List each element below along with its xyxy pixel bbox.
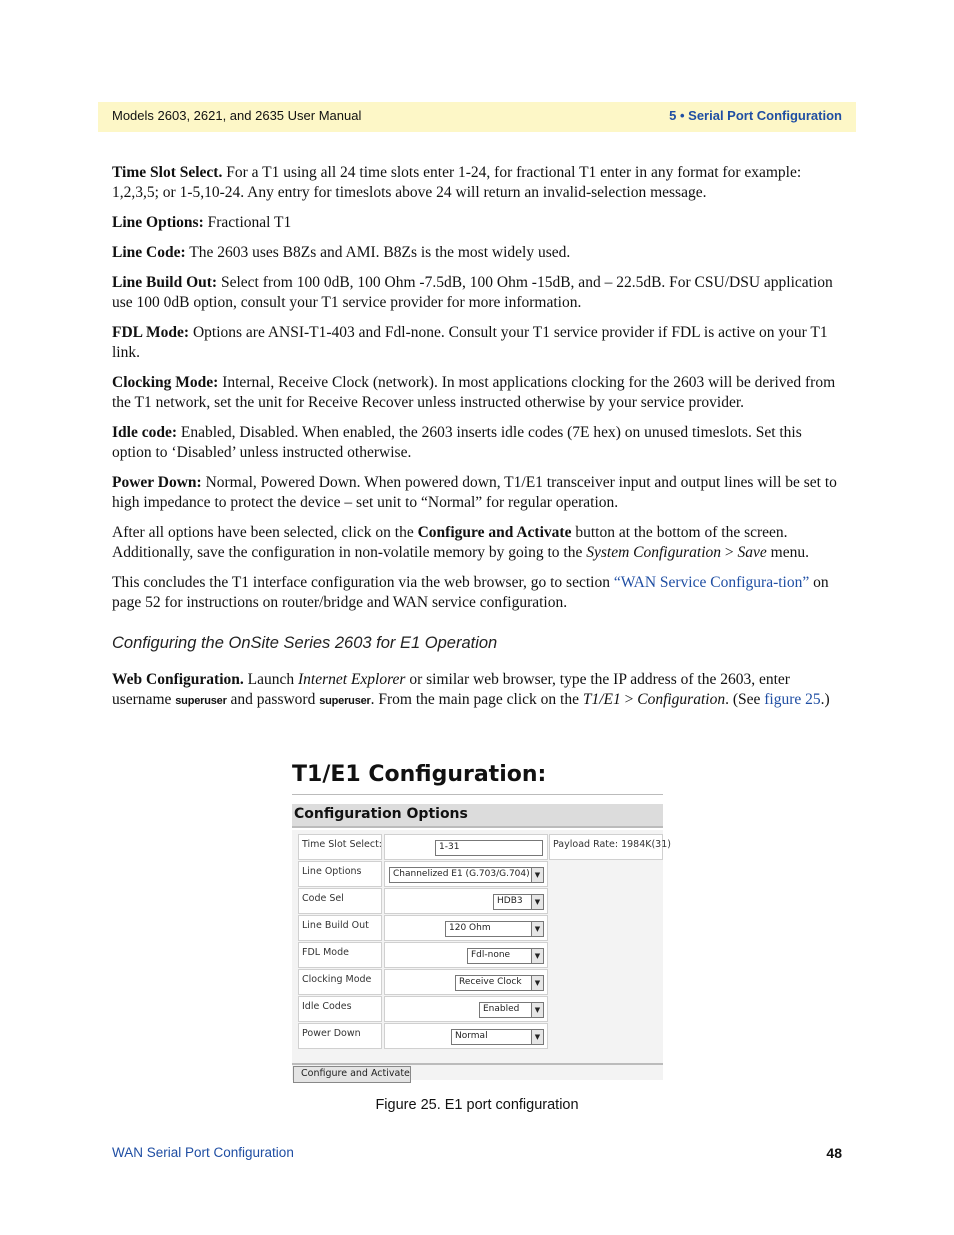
menu-path: Save	[737, 544, 767, 561]
chevron-down-icon: ▼	[531, 922, 543, 936]
row-time-slot	[298, 834, 671, 860]
clocking-mode-select[interactable]	[455, 975, 544, 991]
running-header	[98, 102, 856, 132]
text-run: .)	[820, 691, 830, 708]
select-value: Fdl-none	[471, 950, 511, 960]
select-value: Receive Clock	[459, 977, 522, 987]
para-line-code	[112, 243, 844, 263]
term-text: Fractional T1	[203, 214, 292, 231]
button-label: Configure and Activate	[301, 1068, 410, 1079]
row-idle-codes	[298, 996, 663, 1022]
page-number: 48	[826, 1145, 842, 1161]
power-down-select[interactable]	[451, 1029, 544, 1045]
chevron-down-icon: ▼	[531, 1030, 543, 1044]
row-label-cell	[298, 834, 382, 860]
para-power-down	[112, 473, 844, 513]
row-label: FDL Mode	[302, 947, 349, 958]
term-label: FDL Mode:	[112, 324, 190, 341]
line-build-out-select[interactable]	[445, 921, 544, 937]
term-text: Select from 100 0dB, 100 Ohm -7.5dB, 100 Ohm -15dB, and – 22.5dB. For CSU/DSU application use 100 0dB option, consult your T1 service provider for more information.	[112, 274, 833, 311]
term-label: Time Slot Select.	[112, 164, 223, 181]
select-value: 120 Ohm	[449, 923, 491, 933]
footer-section-title: WAN Serial Port Configuration	[112, 1145, 294, 1160]
input-value: 1-31	[439, 842, 460, 852]
config-form	[292, 830, 671, 1080]
payload-rate-text: Payload Rate: 1984K(31)	[553, 839, 671, 850]
payload-rate-cell	[549, 834, 671, 860]
row-control-cell	[384, 969, 548, 995]
row-label: Code Sel	[302, 893, 344, 904]
username-value: superuser	[175, 695, 227, 707]
row-control-cell	[384, 888, 548, 914]
row-label-cell	[298, 969, 382, 995]
divider	[292, 1063, 663, 1065]
para-web-config	[112, 670, 844, 711]
chevron-down-icon: ▼	[531, 976, 543, 990]
row-label: Line Options	[302, 866, 362, 877]
row-line-options	[298, 861, 663, 887]
select-value: HDB3	[497, 896, 523, 906]
options-header-bar	[292, 804, 663, 828]
para-line-options	[112, 213, 844, 233]
term-text: The 2603 uses B8Zs and AMI. B8Zs is the most widely used.	[185, 244, 571, 261]
header-manual-title: Models 2603, 2621, and 2635 User Manual	[112, 108, 362, 123]
menu-path: T1/E1	[582, 691, 621, 708]
row-control-cell	[384, 834, 548, 860]
divider	[292, 794, 663, 795]
row-label: Power Down	[302, 1028, 361, 1039]
section-heading: Configuring the OnSite Series 2603 for E1 Operation	[112, 634, 498, 652]
text-run: This concludes the T1 interface configuration via the web browser, go to section	[112, 574, 614, 591]
app-name: Internet Explorer	[298, 671, 406, 688]
text-run: >	[721, 544, 738, 561]
password-value: superuser	[319, 695, 371, 707]
time-slot-input[interactable]	[435, 840, 543, 856]
term-label: Line Build Out:	[112, 274, 218, 291]
text-run: After all options have been selected, click on the	[112, 524, 418, 541]
term-label: Line Code:	[112, 244, 186, 261]
text-run: or similar web browser, type the IP address of the 2603, enter username	[112, 671, 790, 708]
row-label-cell	[298, 888, 382, 914]
text-run: . (See	[725, 691, 765, 708]
para-idle-code	[112, 423, 844, 463]
configure-and-activate-button[interactable]	[293, 1066, 411, 1083]
text-run: button at the bottom of the screen. Additionally, save the configuration in non-volatile memory by going to the	[112, 524, 788, 561]
chevron-down-icon: ▼	[531, 868, 543, 882]
row-label-cell	[298, 996, 382, 1022]
row-label-cell	[298, 915, 382, 941]
row-fdl-mode	[298, 942, 663, 968]
para-line-build-out	[112, 273, 844, 313]
text-run: Launch	[243, 671, 298, 688]
idle-codes-select[interactable]	[479, 1002, 544, 1018]
line-options-select[interactable]	[389, 867, 544, 883]
select-value: Channelized E1 (G.703/G.704)	[393, 869, 530, 879]
para-fdl-mode	[112, 323, 844, 363]
row-power-down	[298, 1023, 663, 1049]
row-label-cell	[298, 861, 382, 887]
term-label: Idle code:	[112, 424, 178, 441]
text-run: menu.	[766, 544, 809, 561]
header-chapter-title: 5 • Serial Port Configuration	[669, 108, 842, 123]
term-label: Power Down:	[112, 474, 202, 491]
ui-term: Configure and Activate	[417, 524, 572, 541]
figure-caption: Figure 25. E1 port configuration	[375, 1097, 579, 1113]
text-run: >	[620, 691, 638, 708]
text-run: and password	[226, 691, 320, 708]
row-label: Time Slot Select:	[302, 839, 383, 850]
menu-path: System Configuration	[586, 544, 721, 561]
text-run: on page 52 for instructions on router/bridge and WAN service configuration.	[112, 574, 829, 611]
para-after-options	[112, 523, 844, 563]
row-code-sel	[298, 888, 663, 914]
term-label: Line Options:	[112, 214, 204, 231]
row-label: Idle Codes	[302, 1001, 352, 1012]
term-label: Clocking Mode:	[112, 374, 219, 391]
term-text: For a T1 using all 24 time slots enter 1-24, for fractional T1 enter in any format for example: 1,2,3,5; or 1-5,10-24. Any entry for timeslots above 24 will return an invalid-selection message.	[112, 164, 802, 201]
chevron-down-icon: ▼	[531, 949, 543, 963]
para-concludes	[112, 573, 844, 613]
term-text: Normal, Powered Down. When powered down, T1/E1 transceiver input and output lines will be set to high impedance to protect the device – set unit to “Normal” for regular operation.	[112, 474, 837, 511]
row-label: Line Build Out	[302, 920, 369, 931]
row-control-cell	[384, 1023, 548, 1049]
term-text: Internal, Receive Clock (network). In most applications clocking for the 2603 will be derived from the T1 network, set the unit for Receive Recover unless instructed otherwise by your service provider.	[112, 374, 836, 411]
cross-reference-link[interactable]: “WAN Service Configura-tion”	[613, 574, 810, 591]
row-label: Clocking Mode	[302, 974, 372, 985]
chevron-down-icon: ▼	[531, 1003, 543, 1017]
term-text: Enabled, Disabled. When enabled, the 2603 inserts idle codes (7E hex) on unused timeslots. Set this option to ‘Disabled’ unless instructed otherwise.	[112, 424, 802, 461]
row-control-cell	[384, 915, 548, 941]
figure-link[interactable]: figure 25	[764, 691, 821, 708]
menu-path: Configuration	[637, 691, 726, 708]
fdl-mode-select[interactable]	[467, 948, 544, 964]
chevron-down-icon: ▼	[531, 895, 543, 909]
row-clocking-mode	[298, 969, 663, 995]
text-run: . From the main page click on the	[370, 691, 583, 708]
options-header-label: Configuration Options	[294, 806, 468, 822]
term-text: Options are ANSI-T1-403 and Fdl-none. Consult your T1 service provider if FDL is active on your T1 link.	[112, 324, 828, 361]
row-line-build-out	[298, 915, 663, 941]
select-value: Enabled	[483, 1004, 520, 1014]
row-control-cell	[384, 996, 548, 1022]
para-time-slot	[112, 163, 844, 203]
figure-e1-config-screenshot	[292, 758, 671, 1084]
row-control-cell	[384, 861, 548, 887]
term-label: Web Configuration.	[112, 671, 244, 688]
row-label-cell	[298, 942, 382, 968]
row-label-cell	[298, 1023, 382, 1049]
figure-page-title: T1/E1 Configuration:	[292, 762, 547, 787]
code-sel-select[interactable]	[493, 894, 544, 910]
select-value: Normal	[455, 1031, 488, 1041]
body-text	[112, 163, 844, 721]
para-clocking-mode	[112, 373, 844, 413]
row-control-cell	[384, 942, 548, 968]
